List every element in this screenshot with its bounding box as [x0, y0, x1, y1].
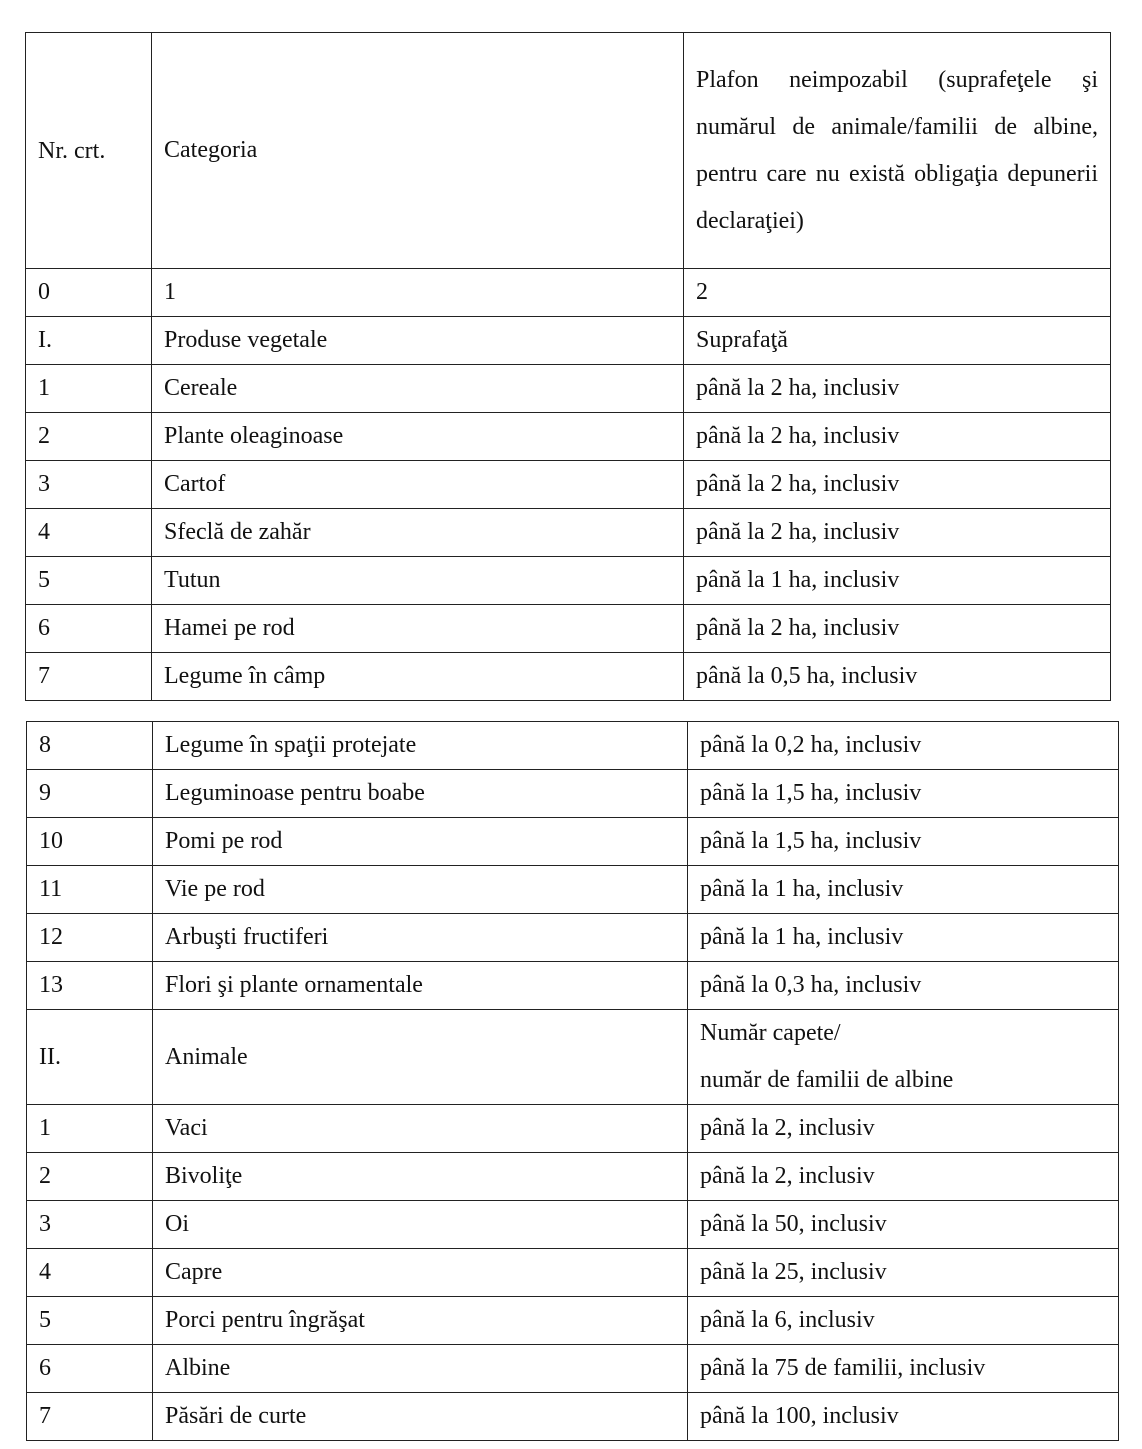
row-category: Produse vegetale — [152, 317, 684, 365]
row-nr: 1 — [27, 1105, 153, 1153]
row-nr: 9 — [27, 770, 153, 818]
row-nr: II. — [27, 1010, 153, 1105]
row-ceiling: până la 2 ha, inclusiv — [684, 461, 1111, 509]
row-category: Capre — [153, 1249, 688, 1297]
row-nr: 4 — [26, 509, 152, 557]
ceiling-table-part-1 — [25, 32, 1111, 701]
row-category: Leguminoase pentru boabe — [153, 770, 688, 818]
row-category: Tutun — [152, 557, 684, 605]
table-row — [27, 1105, 1119, 1153]
row-ceiling: până la 6, inclusiv — [688, 1297, 1119, 1345]
row-category: Păsări de curte — [153, 1393, 688, 1441]
row-category: Legume în câmp — [152, 653, 684, 701]
table-row — [27, 1153, 1119, 1201]
row-ceiling: până la 1,5 ha, inclusiv — [688, 770, 1119, 818]
table-row — [27, 1393, 1119, 1441]
row-ceiling: până la 75 de familii, inclusiv — [688, 1345, 1119, 1393]
row-category: Albine — [153, 1345, 688, 1393]
ceiling-line-2: număr de familii de albine — [700, 1067, 954, 1093]
row-nr: 4 — [27, 1249, 153, 1297]
row-ceiling: până la 2 ha, inclusiv — [684, 509, 1111, 557]
section-row-animals — [27, 1010, 1119, 1105]
table-row — [27, 866, 1119, 914]
row-nr: 2 — [27, 1153, 153, 1201]
row-nr: 13 — [27, 962, 153, 1010]
row-nr: 5 — [27, 1297, 153, 1345]
header-nr-crt: Nr. crt. — [26, 33, 152, 269]
table-row — [26, 269, 1111, 317]
row-ceiling: 2 — [684, 269, 1111, 317]
table-row — [27, 1201, 1119, 1249]
row-nr: 8 — [27, 722, 153, 770]
row-ceiling: până la 2 ha, inclusiv — [684, 413, 1111, 461]
row-category: Vie pe rod — [153, 866, 688, 914]
row-category: Arbuşti fructiferi — [153, 914, 688, 962]
row-category: Pomi pe rod — [153, 818, 688, 866]
row-ceiling: până la 50, inclusiv — [688, 1201, 1119, 1249]
row-nr: I. — [26, 317, 152, 365]
table-row — [27, 770, 1119, 818]
row-ceiling: până la 25, inclusiv — [688, 1249, 1119, 1297]
row-nr: 11 — [27, 866, 153, 914]
row-ceiling: până la 2, inclusiv — [688, 1105, 1119, 1153]
table-row — [26, 509, 1111, 557]
row-category: Cereale — [152, 365, 684, 413]
row-ceiling: până la 2, inclusiv — [688, 1153, 1119, 1201]
row-category: Vaci — [153, 1105, 688, 1153]
row-nr: 10 — [27, 818, 153, 866]
row-category: Oi — [153, 1201, 688, 1249]
row-nr: 3 — [27, 1201, 153, 1249]
row-nr: 7 — [26, 653, 152, 701]
row-nr: 1 — [26, 365, 152, 413]
table-row — [27, 722, 1119, 770]
row-ceiling: până la 0,3 ha, inclusiv — [688, 962, 1119, 1010]
table-row — [26, 461, 1111, 509]
table-header-row — [26, 33, 1111, 269]
row-ceiling: până la 100, inclusiv — [688, 1393, 1119, 1441]
row-category: Animale — [153, 1010, 688, 1105]
row-category: Sfeclă de zahăr — [152, 509, 684, 557]
row-category: 1 — [152, 269, 684, 317]
table-row — [27, 914, 1119, 962]
row-category: Hamei pe rod — [152, 605, 684, 653]
row-nr: 6 — [27, 1345, 153, 1393]
row-nr: 7 — [27, 1393, 153, 1441]
table-row — [27, 962, 1119, 1010]
table-row — [26, 653, 1111, 701]
row-ceiling: până la 0,5 ha, inclusiv — [684, 653, 1111, 701]
row-category: Legume în spaţii protejate — [153, 722, 688, 770]
row-nr: 3 — [26, 461, 152, 509]
ceiling-table-part-2 — [26, 721, 1119, 1441]
row-category: Cartof — [152, 461, 684, 509]
row-ceiling: până la 2 ha, inclusiv — [684, 365, 1111, 413]
table-row — [27, 1249, 1119, 1297]
ceiling-line-1: Număr capete/ — [700, 1020, 841, 1046]
row-ceiling: până la 1 ha, inclusiv — [688, 866, 1119, 914]
row-nr: 5 — [26, 557, 152, 605]
row-ceiling: Suprafaţă — [684, 317, 1111, 365]
row-nr: 12 — [27, 914, 153, 962]
row-ceiling: până la 1,5 ha, inclusiv — [688, 818, 1119, 866]
row-category: Plante oleaginoase — [152, 413, 684, 461]
header-ceiling: Plafon neimpozabil (suprafeţele şi numărul de animale/familii de albine, pentru care nu există obligaţia depunerii declaraţiei) — [684, 33, 1111, 269]
row-ceiling: până la 1 ha, inclusiv — [688, 914, 1119, 962]
table-row — [27, 1345, 1119, 1393]
row-category: Porci pentru îngrăşat — [153, 1297, 688, 1345]
row-ceiling: până la 1 ha, inclusiv — [684, 557, 1111, 605]
row-nr: 2 — [26, 413, 152, 461]
section-row-vegetal — [26, 317, 1111, 365]
table-row — [26, 605, 1111, 653]
row-nr: 0 — [26, 269, 152, 317]
row-category: Bivoliţe — [153, 1153, 688, 1201]
header-category: Categoria — [152, 33, 684, 269]
table-row — [27, 818, 1119, 866]
row-ceiling: până la 0,2 ha, inclusiv — [688, 722, 1119, 770]
table-row — [26, 413, 1111, 461]
table-row — [26, 365, 1111, 413]
row-ceiling: până la 2 ha, inclusiv — [684, 605, 1111, 653]
row-nr: 6 — [26, 605, 152, 653]
row-category: Flori şi plante ornamentale — [153, 962, 688, 1010]
row-ceiling — [688, 1010, 1119, 1105]
table-row — [26, 557, 1111, 605]
table-row — [27, 1297, 1119, 1345]
